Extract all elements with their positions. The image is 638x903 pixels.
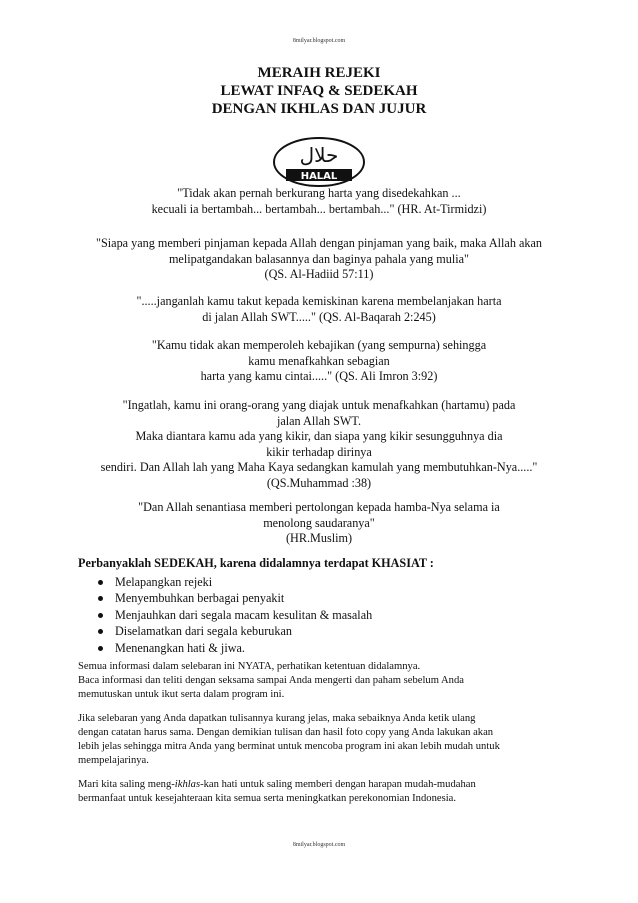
paragraph-line: Jika selebaran yang Anda dapatkan tulisannya kurang jelas, maka sebaiknya Anda ketik ulang (78, 713, 476, 724)
paragraph-line: bermanfaat untuk kesejahteraan kita semua serta meningkatkan perekonomian Indonesia. (78, 793, 456, 804)
list-item (95, 590, 372, 606)
quote-line: jalan Allah SWT. (276, 413, 362, 428)
bullet-icon (98, 613, 103, 618)
document-title (0, 64, 638, 118)
quote-line: (QS.Muhammad :38) (266, 475, 372, 490)
title-line-2: LEWAT INFAQ & SEDEKAH (220, 83, 418, 99)
quote-line: "Ingatlah, kamu ini orang-orang yang diajak untuk menafkahkan (hartamu) pada (122, 398, 516, 412)
paragraph-line (78, 778, 560, 792)
paragraph-italic-text: ikhlas (174, 779, 201, 790)
paragraph-text: -kan hati untuk saling memberi dengan harapan mudah-mudahan (200, 779, 476, 790)
quote-tirmidzi (78, 186, 560, 217)
quote-line: melipatgandakan balasannya dan baginya pahala yang mulia" (168, 251, 470, 266)
quote-ali-imron (78, 338, 560, 385)
quote-line: di jalan Allah SWT....." (QS. Al-Baqarah 2:245) (202, 309, 436, 324)
list-item-text: Menenangkan hati & jiwa. (115, 640, 245, 655)
quote-line: kamu menafkahkan sebagian (248, 353, 390, 368)
list-item (95, 640, 372, 656)
quote-line: Maka diantara kamu ada yang kikir, dan siapa yang kikir sesungguhnya dia (135, 429, 503, 444)
quote-line: menolong saudaranya" (263, 515, 375, 530)
bullet-icon (98, 646, 103, 651)
info-paragraph-2 (78, 712, 560, 768)
quote-line: "Kamu tidak akan memperoleh kebajikan (yang sempurna) sehingga (151, 338, 487, 352)
quote-line: "Tidak akan pernah berkurang harta yang disedekahkan ... (177, 186, 461, 200)
halal-logo-icon (272, 136, 366, 188)
quote-line: kikir terhadap dirinya (266, 444, 372, 459)
halal-logo-text: HALAL (300, 171, 338, 182)
title-line-3: DENGAN IKHLAS DAN JUJUR (211, 101, 427, 117)
footer-url: 8milyar.blogspot.com (292, 842, 346, 848)
header-url: 8milyar.blogspot.com (292, 38, 346, 44)
list-item (95, 607, 372, 623)
list-item (95, 574, 372, 590)
bullet-icon (98, 629, 103, 634)
info-paragraph-3 (78, 778, 560, 806)
paragraph-line: mempelajarinya. (78, 755, 149, 766)
list-item-text: Menjauhkan dari segala macam kesulitan & masalah (115, 607, 373, 622)
quote-line: sendiri. Dan Allah lah yang Maha Kaya sedangkan kamulah yang membutuhkan-Nya....." (100, 460, 538, 475)
quote-muhammad (72, 398, 566, 492)
quote-muslim (78, 500, 560, 547)
list-item-text: Diselamatkan dari segala keburukan (115, 624, 292, 639)
paragraph-line: dengan catatan harus sama. Dengan demikian tulisan dan hasil foto copy yang Anda lakukan akan (78, 727, 494, 738)
title-line-1: MERAIH REJEKI (257, 65, 381, 81)
quote-line: harta yang kamu cintai....." (QS. Ali Imron 3:92) (200, 369, 438, 384)
bullet-icon (98, 580, 103, 585)
quote-line: (HR.Muslim) (285, 531, 353, 546)
list-item-text: Melapangkan rejeki (115, 575, 213, 589)
info-paragraph-1 (78, 660, 560, 702)
khasiat-list (95, 574, 372, 656)
list-item (95, 623, 372, 639)
quote-line: kecuali ia bertambah... bertambah... bertambah..." (HR. At-Tirmidzi) (151, 201, 487, 216)
quote-line: "Dan Allah senantiasa memberi pertolongan kepada hamba-Nya selama ia (138, 500, 500, 514)
paragraph-line: memutuskan untuk ikut serta dalam program ini. (78, 689, 285, 700)
paragraph-line: Baca informasi dan teliti dengan seksama sampai Anda mengerti dan paham sebelum Anda (78, 675, 464, 686)
quote-line: "Siapa yang memberi pinjaman kepada Allah dengan pinjaman yang baik, maka Allah akan (96, 236, 542, 250)
quote-al-hadiid (76, 236, 562, 283)
list-item-text: Menyembuhkan berbagai penyakit (115, 591, 285, 606)
bullet-icon (98, 596, 103, 601)
paragraph-line: lebih jelas sehingga mitra Anda yang berminat untuk mencoba program ini akan lebih mudah untuk (78, 741, 500, 752)
halal-arabic-text: حلال (299, 143, 339, 167)
quote-line: (QS. Al-Hadiid 57:11) (264, 267, 374, 282)
khasiat-heading: Perbanyaklah SEDEKAH, karena didalamnya terdapat KHASIAT : (78, 556, 434, 570)
quote-line: ".....janganlah kamu takut kepada kemiskinan karena membelanjakan harta (136, 294, 502, 308)
paragraph-line: Semua informasi dalam selebaran ini NYATA, perhatikan ketentuan didalamnya. (78, 661, 421, 672)
quote-al-baqarah (78, 294, 560, 325)
paragraph-text: Mari kita saling meng- (78, 779, 175, 790)
